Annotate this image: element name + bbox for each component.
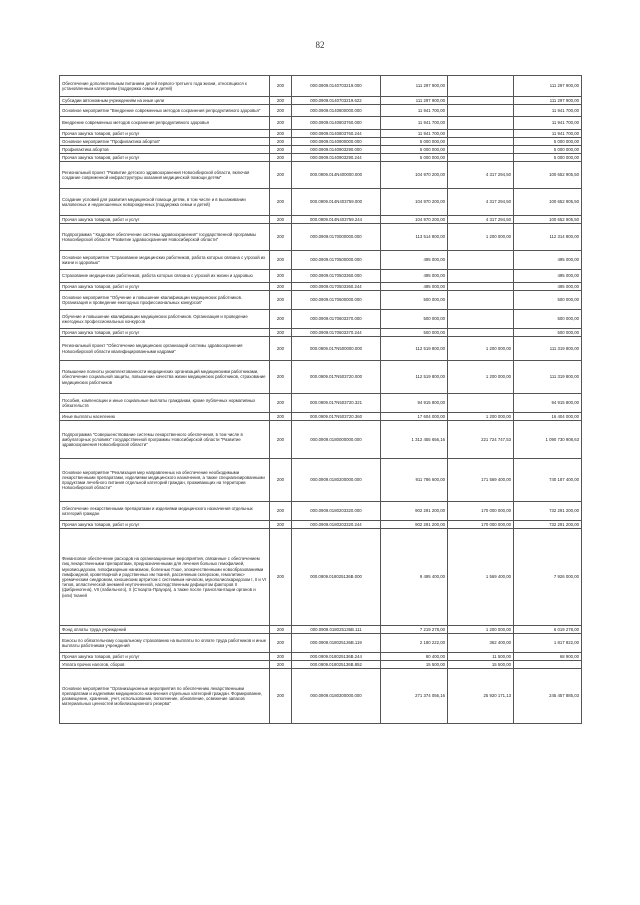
row-value-2-cell <box>448 329 514 337</box>
row-value-2-cell <box>448 310 514 329</box>
row-value-3-cell: 11 941 700,00 <box>514 117 582 130</box>
row-name-cell: Прочая закупка товаров, работ и услуг <box>60 521 270 529</box>
row-value-1-cell: 500 000,00 <box>381 310 448 329</box>
row-value-3-cell: 732 291 200,00 <box>514 521 582 529</box>
table-row <box>60 337 582 361</box>
table-row <box>60 502 582 521</box>
row-value-1-cell: 495 000,00 <box>381 283 448 291</box>
row-name-cell: Основное мероприятие "Профилактика абортов" <box>60 138 270 146</box>
row-code-cell: 200 <box>270 459 292 502</box>
row-value-2-cell: 171 569 400,00 <box>448 459 514 502</box>
row-name-cell: Уплата прочих налогов, сборов <box>60 661 270 669</box>
row-classification-cell: 000.0909.017N503720.000 <box>292 361 381 394</box>
table-row <box>60 291 582 310</box>
row-value-3-cell: 100 652 905,50 <box>514 216 582 224</box>
row-code-cell: 200 <box>270 529 292 626</box>
row-value-1-cell: 9 495 400,00 <box>381 529 448 626</box>
row-classification-cell: 000.0909.018025136В.111 <box>292 626 381 634</box>
table-row <box>60 521 582 529</box>
row-value-1-cell: 5 000 000,00 <box>381 146 448 154</box>
row-classification-cell: 000.0909.0170603370.000 <box>292 310 381 329</box>
table-row <box>60 105 582 117</box>
row-name-cell: Прочая закупка товаров, работ и услуг <box>60 216 270 224</box>
row-value-3-cell: 740 187 400,00 <box>514 459 582 502</box>
row-code-cell: 200 <box>270 394 292 413</box>
row-classification-cell: 000.0909.0140903290.000 <box>292 146 381 154</box>
row-value-3-cell: 495 000,00 <box>514 283 582 291</box>
row-name-cell: Региональный проект "Обеспечение медицинских организаций системы здравоохранения Новосибирской области квалифицированными кадрами" <box>60 337 270 361</box>
row-value-3-cell: 16 404 000,00 <box>514 413 582 421</box>
row-value-1-cell: 113 514 800,00 <box>381 224 448 251</box>
table-row <box>60 421 582 459</box>
table-row <box>60 224 582 251</box>
row-name-cell: Прочая закупка товаров, работ и услуг <box>60 130 270 138</box>
row-value-1-cell: 104 970 200,00 <box>381 162 448 189</box>
row-value-2-cell: 1 569 400,00 <box>448 529 514 626</box>
row-classification-cell: 000.0909.0140703219.622 <box>292 97 381 105</box>
row-classification-cell: 000.0909.0170503360.244 <box>292 283 381 291</box>
table-row <box>60 117 582 130</box>
row-value-1-cell: 112 519 800,00 <box>381 361 448 394</box>
row-value-1-cell: 5 000 000,00 <box>381 154 448 162</box>
row-value-1-cell: 11 941 700,00 <box>381 105 448 117</box>
table-row <box>60 361 582 394</box>
row-value-2-cell: 11 500,00 <box>448 653 514 661</box>
row-value-1-cell: 5 000 000,00 <box>381 138 448 146</box>
row-code-cell: 200 <box>270 251 292 270</box>
row-classification-cell: 000.0909.018025136В.244 <box>292 653 381 661</box>
row-value-2-cell: 4 317 294,50 <box>448 162 514 189</box>
row-classification-cell: 000.0909.018025136В.119 <box>292 634 381 653</box>
row-value-1-cell: 104 970 200,00 <box>381 189 448 216</box>
row-value-3-cell: 111 297 900,00 <box>514 97 582 105</box>
row-classification-cell: 000.0909.014N403759.244 <box>292 216 381 224</box>
row-classification-cell: 000.0909.0180000000.000 <box>292 421 381 459</box>
table-row <box>60 669 582 724</box>
row-code-cell: 200 <box>270 189 292 216</box>
row-value-1-cell: 1 312 455 656,16 <box>381 421 448 459</box>
row-value-1-cell: 500 000,00 <box>381 329 448 337</box>
row-name-cell: Профилактика абортов <box>60 146 270 154</box>
table-row <box>60 634 582 653</box>
row-classification-cell: 000.0909.0140803760.244 <box>292 130 381 138</box>
row-name-cell: Подпрограмма " Кадровое обеспечение системы здравоохранения" государственной программы Новосибирской области "Развитие здравоохранения Новосибирской области" <box>60 224 270 251</box>
row-code-cell: 200 <box>270 130 292 138</box>
row-name-cell: Основное мероприятие "Организационные мероприятия по обеспечению лекарственными препаратами и изделиями медицинского назначения отдельных категорий граждан. Формирование, размещение, хранение, учет, использование, пополнение, обновление, освежение запасов материальных ценностей мобилизационного резерва" <box>60 669 270 724</box>
row-value-3-cell: 6 019 278,00 <box>514 626 582 634</box>
row-value-3-cell: 111 319 800,00 <box>514 361 582 394</box>
row-name-cell: Подпрограмма "Совершенствование системы лекарственного обеспечения, в том числе в амбулаторных условиях" государственной программы Новосибирской области "Развитие здравоохранения Новосибирской области" <box>60 421 270 459</box>
row-value-3-cell: 111 297 900,00 <box>514 76 582 97</box>
row-value-2-cell <box>448 270 514 283</box>
row-code-cell: 200 <box>270 216 292 224</box>
row-value-1-cell: 7 219 278,00 <box>381 626 448 634</box>
budget-table-body <box>60 76 582 724</box>
row-classification-cell: 000.0909.0180300000.000 <box>292 669 381 724</box>
row-value-2-cell: 362 400,00 <box>448 634 514 653</box>
row-value-2-cell: 15 500,00 <box>448 661 514 669</box>
row-value-2-cell: 1 200 000,00 <box>448 361 514 394</box>
row-code-cell: 200 <box>270 162 292 189</box>
row-value-1-cell: 104 970 200,00 <box>381 216 448 224</box>
row-name-cell: Обеспечение лекарственными препаратами и изделиями медицинского назначения отдельных категорий граждан <box>60 502 270 521</box>
row-code-cell: 200 <box>270 337 292 361</box>
row-value-3-cell: 100 652 905,50 <box>514 162 582 189</box>
row-value-1-cell: 11 941 700,00 <box>381 117 448 130</box>
row-value-1-cell: 2 180 222,00 <box>381 634 448 653</box>
row-value-1-cell: 112 519 800,00 <box>381 337 448 361</box>
row-value-1-cell: 495 000,00 <box>381 270 448 283</box>
row-code-cell: 200 <box>270 421 292 459</box>
row-name-cell: Прочая закупка товаров, работ и услуг <box>60 154 270 162</box>
row-value-1-cell: 902 291 200,00 <box>381 521 448 529</box>
row-name-cell: Прочая закупка товаров, работ и услуг <box>60 653 270 661</box>
row-value-2-cell <box>448 394 514 413</box>
row-value-2-cell: 25 920 171,13 <box>448 669 514 724</box>
row-name-cell: Основное мероприятие "Внедрение современных методов сохранения репродуктивного здоровья" <box>60 105 270 117</box>
row-code-cell: 200 <box>270 521 292 529</box>
row-classification-cell: 000.0909.0170500000.000 <box>292 251 381 270</box>
row-value-1-cell: 17 604 000,00 <box>381 413 448 421</box>
row-value-3-cell: 94 915 800,00 <box>514 394 582 413</box>
row-value-3-cell: 732 291 200,00 <box>514 502 582 521</box>
table-row <box>60 154 582 162</box>
row-value-2-cell <box>448 130 514 138</box>
row-classification-cell: 000.0909.017N503720.360 <box>292 413 381 421</box>
row-name-cell: Внедрение современных методов сохранения репродуктивного здоровья <box>60 117 270 130</box>
row-code-cell: 200 <box>270 413 292 421</box>
row-classification-cell: 000.0909.0180203320.000 <box>292 502 381 521</box>
table-row <box>60 216 582 224</box>
row-classification-cell: 000.0909.0170503360.000 <box>292 270 381 283</box>
row-classification-cell: 000.0909.0140703219.000 <box>292 76 381 97</box>
row-code-cell: 200 <box>270 361 292 394</box>
row-value-2-cell: 4 317 294,50 <box>448 216 514 224</box>
row-value-2-cell <box>448 283 514 291</box>
row-value-2-cell <box>448 154 514 162</box>
row-classification-cell: 000.0909.0170603370.244 <box>292 329 381 337</box>
row-value-3-cell: 1 090 730 908,63 <box>514 421 582 459</box>
row-value-3-cell: 11 941 700,00 <box>514 105 582 117</box>
table-row <box>60 653 582 661</box>
row-code-cell: 200 <box>270 669 292 724</box>
row-value-2-cell: 170 000 000,00 <box>448 502 514 521</box>
row-name-cell: Прочая закупка товаров, работ и услуг <box>60 283 270 291</box>
row-code-cell: 200 <box>270 291 292 310</box>
row-code-cell: 200 <box>270 329 292 337</box>
table-row <box>60 310 582 329</box>
row-classification-cell: 000.0909.0180200000.000 <box>292 459 381 502</box>
row-value-3-cell: 7 926 000,00 <box>514 529 582 626</box>
row-value-3-cell: 68 900,00 <box>514 653 582 661</box>
row-value-2-cell <box>448 291 514 310</box>
row-classification-cell: 000.0909.018025136В.852 <box>292 661 381 669</box>
row-value-1-cell: 495 000,00 <box>381 251 448 270</box>
row-name-cell: Основное мероприятие "Обучение и повышение квалификации медицинских работников. Организация и проведение ежегодных профессиональных конкурсов" <box>60 291 270 310</box>
table-row <box>60 529 582 626</box>
row-classification-cell: 000.0909.0180203320.244 <box>292 521 381 529</box>
row-name-cell: Пособия, компенсации и иные социальные выплаты гражданам, кроме публичных нормативных обязательств <box>60 394 270 413</box>
row-value-2-cell: 1 200 000,00 <box>448 337 514 361</box>
row-classification-cell: 000.0909.014N403759.000 <box>292 189 381 216</box>
row-value-2-cell <box>448 146 514 154</box>
row-name-cell: Региональный проект "Развитие детского здравоохранения Новосибирской области, включая создание современной инфраструктуры оказания медицинской помощи детям" <box>60 162 270 189</box>
row-code-cell: 200 <box>270 105 292 117</box>
row-name-cell: Финансовое обеспечение расходов на организационные мероприятия, связанные с обеспечением лиц лекарственными препаратами, предназначенными для лечения больных гемофилией, муковисцидозом, гипофизарным нанизмом, болезнью Гоше, злокачественными новообразованиями лимфоидной, кроветворной и родственных им тканей, рассеянным склерозом, гемолитико-уремическим синдромом, юношеским артритом с системным началом, мукополисахаридозом I, II и VI типов, апластической анемией неуточненной, наследственным дефицитом факторов II (фибриногена), VII (лабильного), X (Стюарта-Прауэра), а также после трансплантации органов и (или) тканей <box>60 529 270 626</box>
table-row <box>60 283 582 291</box>
table-row <box>60 394 582 413</box>
row-value-2-cell: 4 317 294,50 <box>448 189 514 216</box>
table-row <box>60 413 582 421</box>
row-value-3-cell: 112 314 800,00 <box>514 224 582 251</box>
row-name-cell: Иные выплаты населению <box>60 413 270 421</box>
row-name-cell: Страхование медицинских работников, работа которых связана с угрозой их жизни и здоровью <box>60 270 270 283</box>
page-number: 82 <box>315 40 325 50</box>
row-value-3-cell: 245 457 885,03 <box>514 669 582 724</box>
row-value-3-cell <box>514 661 582 669</box>
table-row <box>60 97 582 105</box>
row-value-2-cell <box>448 117 514 130</box>
row-value-1-cell: 15 500,00 <box>381 661 448 669</box>
table-row <box>60 162 582 189</box>
row-value-3-cell: 495 000,00 <box>514 251 582 270</box>
row-classification-cell: 000.0909.0170000000.000 <box>292 224 381 251</box>
row-value-3-cell: 11 941 700,00 <box>514 130 582 138</box>
row-classification-cell: 000.0909.0140903290.244 <box>292 154 381 162</box>
row-value-3-cell: 100 652 905,50 <box>514 189 582 216</box>
table-row <box>60 661 582 669</box>
budget-table <box>59 75 582 724</box>
row-name-cell: Основное мероприятие "Страхование медицинских работников, работа которых связана с угрозой их жизни и здоровью" <box>60 251 270 270</box>
row-code-cell: 200 <box>270 224 292 251</box>
row-value-2-cell: 1 200 000,00 <box>448 626 514 634</box>
row-value-1-cell: 11 941 700,00 <box>381 130 448 138</box>
table-row <box>60 626 582 634</box>
row-code-cell: 200 <box>270 76 292 97</box>
row-value-3-cell: 500 000,00 <box>514 291 582 310</box>
row-classification-cell: 000.0909.017N503720.321 <box>292 394 381 413</box>
row-name-cell: Основное мероприятие "Реализация мер направленных на обеспечение необходимыми лекарственными препаратами, изделиями медицинского назначения, а также специализированными продуктами лечебного питания отдельной категорий граждан, проживающих на территории Новосибирской области" <box>60 459 270 502</box>
row-value-1-cell: 911 786 600,00 <box>381 459 448 502</box>
row-value-2-cell: 170 000 000,00 <box>448 521 514 529</box>
row-name-cell: Обучение и повышение квалификации медицинских работников. Организация и проведение ежегодных профессиональных конкурсов <box>60 310 270 329</box>
row-code-cell: 200 <box>270 653 292 661</box>
row-name-cell: Создание условий для развития медицинской помощи детям, в том числе и в выхаживании маловесных и недоношенных новорожденных (поддержка семьи и детей) <box>60 189 270 216</box>
row-value-2-cell <box>448 251 514 270</box>
row-value-1-cell: 500 000,00 <box>381 291 448 310</box>
row-classification-cell: 000.0909.0140900000.000 <box>292 138 381 146</box>
row-name-cell: Субсидии автономным учреждениям на иные цели <box>60 97 270 105</box>
row-classification-cell: 000.0909.017N500000.000 <box>292 337 381 361</box>
table-row <box>60 146 582 154</box>
row-name-cell: Фонд оплаты труда учреждений <box>60 626 270 634</box>
row-code-cell: 200 <box>270 310 292 329</box>
row-value-1-cell: 94 915 800,00 <box>381 394 448 413</box>
row-value-3-cell: 1 817 822,00 <box>514 634 582 653</box>
row-classification-cell: 000.0909.0170600000.000 <box>292 291 381 310</box>
row-value-1-cell: 902 291 200,00 <box>381 502 448 521</box>
row-value-2-cell <box>448 76 514 97</box>
table-row <box>60 459 582 502</box>
row-code-cell: 200 <box>270 146 292 154</box>
row-code-cell: 200 <box>270 138 292 146</box>
row-value-1-cell: 111 297 900,00 <box>381 76 448 97</box>
row-code-cell: 200 <box>270 661 292 669</box>
row-value-1-cell: 111 297 900,00 <box>381 97 448 105</box>
row-code-cell: 200 <box>270 117 292 130</box>
row-value-1-cell: 80 400,00 <box>381 653 448 661</box>
row-classification-cell: 000.0909.0140803760.000 <box>292 117 381 130</box>
row-value-3-cell: 500 000,00 <box>514 310 582 329</box>
row-name-cell: Повышение полноты укомплектованности медицинских организаций медицинскими работниками, обеспечение социальной защиты, повышение качества жизни медицинских работников, страхование медицинских работников <box>60 361 270 394</box>
row-value-3-cell: 5 000 000,00 <box>514 146 582 154</box>
row-name-cell: Взносы по обязательному социальному страхованию на выплаты по оплате труда работников и иные выплаты работникам учреждений <box>60 634 270 653</box>
row-value-3-cell: 5 000 000,00 <box>514 154 582 162</box>
table-row <box>60 270 582 283</box>
table-row <box>60 329 582 337</box>
table-row <box>60 138 582 146</box>
row-classification-cell: 000.0909.014N400000.000 <box>292 162 381 189</box>
row-value-2-cell: 1 200 000,00 <box>448 224 514 251</box>
row-value-3-cell: 5 000 000,00 <box>514 138 582 146</box>
row-name-cell: Прочая закупка товаров, работ и услуг <box>60 329 270 337</box>
row-value-1-cell: 271 374 056,16 <box>381 669 448 724</box>
row-code-cell: 200 <box>270 154 292 162</box>
row-code-cell: 200 <box>270 97 292 105</box>
row-value-3-cell: 111 319 800,00 <box>514 337 582 361</box>
row-code-cell: 200 <box>270 270 292 283</box>
table-row <box>60 130 582 138</box>
row-value-2-cell <box>448 138 514 146</box>
row-classification-cell: 000.0909.0140800000.000 <box>292 105 381 117</box>
row-value-2-cell: 221 724 747,53 <box>448 421 514 459</box>
row-name-cell: Обеспечение дополнительным питанием детей первого-третьего года жизни, относящихся к установленным категориям (поддержка семьи и детей) <box>60 76 270 97</box>
row-classification-cell: 000.0909.018025136В.000 <box>292 529 381 626</box>
row-value-3-cell: 500 000,00 <box>514 329 582 337</box>
table-row <box>60 251 582 270</box>
row-code-cell: 200 <box>270 502 292 521</box>
row-code-cell: 200 <box>270 634 292 653</box>
row-value-2-cell <box>448 105 514 117</box>
table-row <box>60 76 582 97</box>
row-value-2-cell <box>448 97 514 105</box>
row-code-cell: 200 <box>270 283 292 291</box>
row-value-3-cell: 495 000,00 <box>514 270 582 283</box>
table-row <box>60 189 582 216</box>
row-code-cell: 200 <box>270 626 292 634</box>
row-value-2-cell: 1 200 000,00 <box>448 413 514 421</box>
